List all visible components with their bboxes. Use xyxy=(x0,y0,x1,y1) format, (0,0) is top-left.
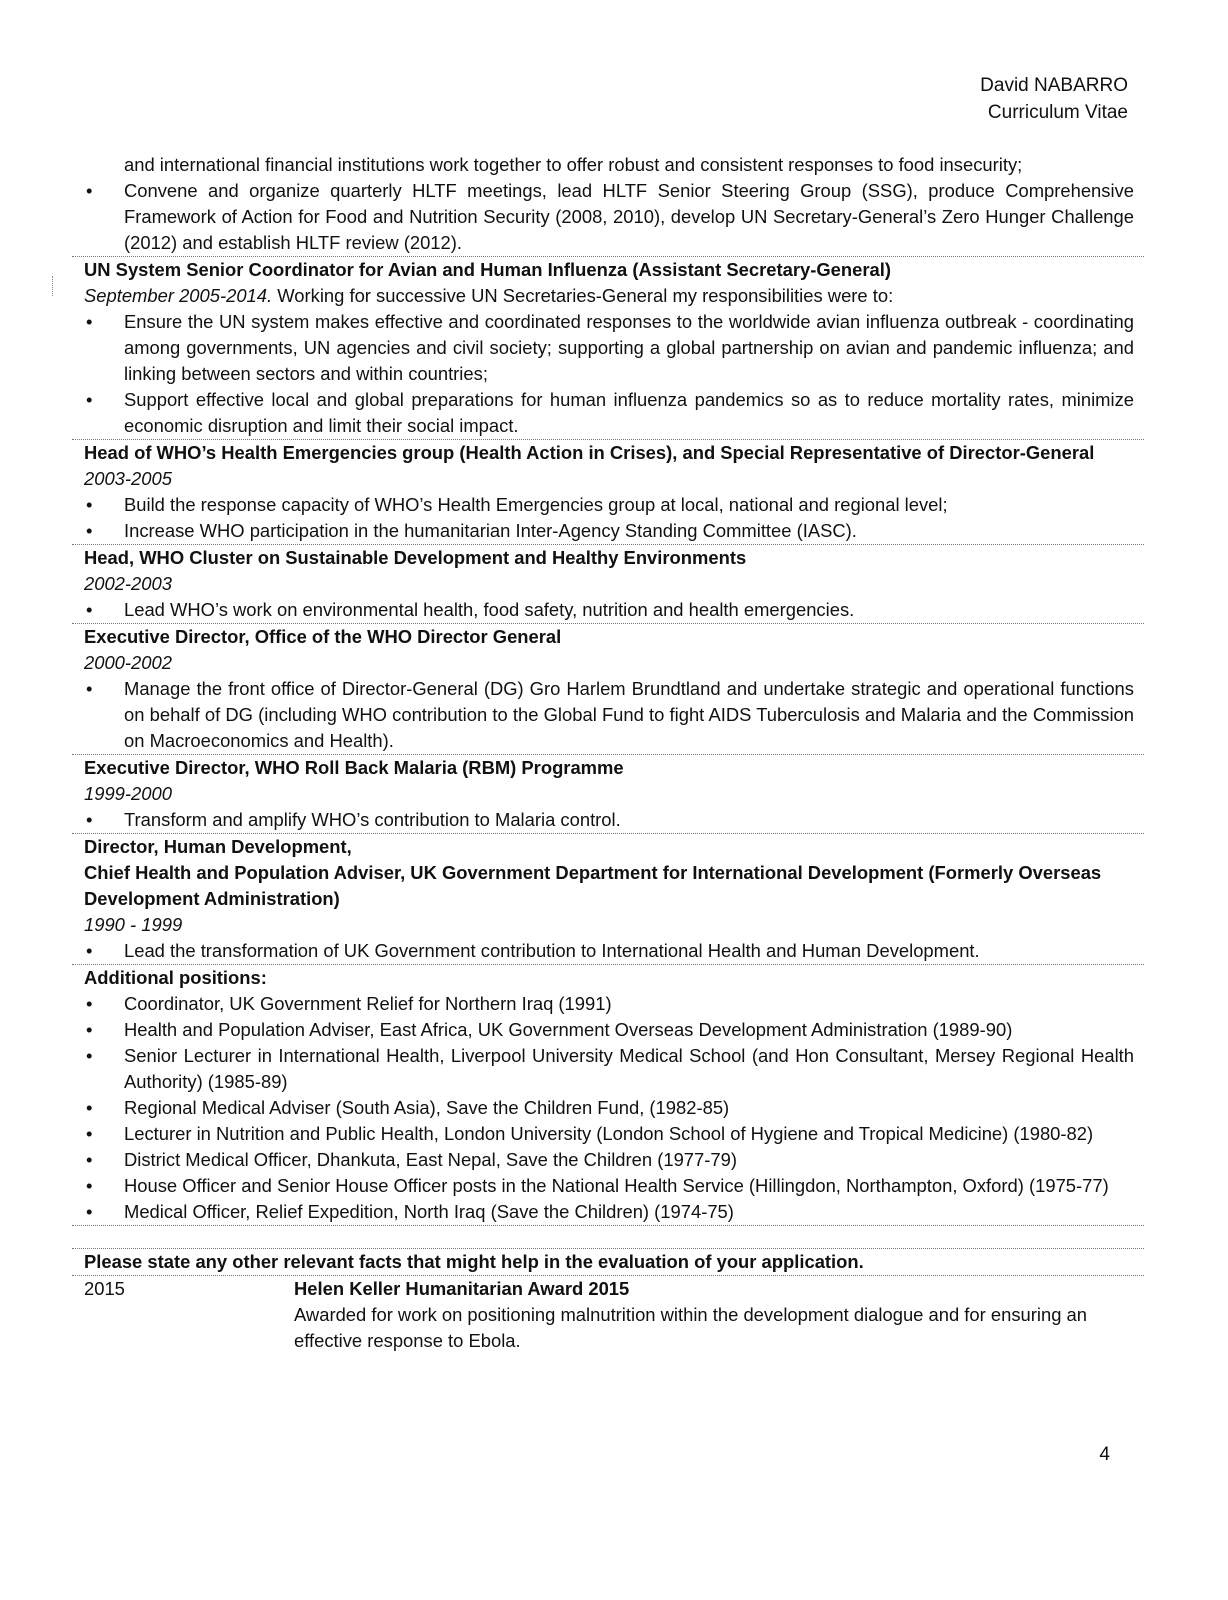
section-bullets xyxy=(84,938,1144,964)
section-bullets xyxy=(84,597,1144,623)
bullet-icon: • xyxy=(86,993,93,1014)
list-item: • Increase WHO participation in the humanitarian Inter-Agency Standing Committee (IASC). xyxy=(84,518,1144,544)
section-date: 2003-2005 xyxy=(84,468,172,489)
cv-section-additional-positions xyxy=(72,964,1144,1225)
bullet-icon: • xyxy=(86,311,93,332)
section-title: Executive Director, WHO Roll Back Malaria (RBM) Programme xyxy=(84,757,624,778)
section-title: Director, Human Development, xyxy=(84,836,352,857)
list-item: • Convene and organize quarterly HLTF meetings, lead HLTF Senior Steering Group (SSG), produce Comprehensive Framework of Action for Food and Nutrition Security (2008, 2010), develop UN Secretary-General’s Zero Hunger Challenge (2012) and establish HLTF review (2012). xyxy=(86,180,1134,253)
award-description: Awarded for work on positioning malnutrition within the development dialogue and for ensuring an effective response to Ebola. xyxy=(294,1304,1087,1351)
list-item: • Lead WHO’s work on environmental health, food safety, nutrition and health emergencies. xyxy=(84,597,1144,623)
bullet-icon: • xyxy=(86,809,93,830)
section-divider xyxy=(72,1225,1144,1248)
bullet-icon: • xyxy=(86,940,93,961)
bullet-icon: • xyxy=(86,1097,93,1118)
list-item: • Medical Officer, Relief Expedition, North Iraq (Save the Children) (1974-75) xyxy=(84,1199,1144,1225)
cv-section-other-facts xyxy=(72,1248,1144,1275)
section-title: Executive Director, Office of the WHO Director General xyxy=(84,626,562,647)
bullet-icon: • xyxy=(86,494,93,515)
header-doc-title: Curriculum Vitae xyxy=(987,102,1128,123)
bullet-icon: • xyxy=(86,520,93,541)
section-bullets xyxy=(84,309,1144,439)
list-item: • Regional Medical Adviser (South Asia), Save the Children Fund, (1982-85) xyxy=(84,1095,1144,1121)
section-title: UN System Senior Coordinator for Avian and Human Influenza (Assistant Secretary-General) xyxy=(84,259,891,280)
list-item: • Lead the transformation of UK Government contribution to International Health and Human Development. xyxy=(84,938,1144,964)
bullet-icon: • xyxy=(86,1045,93,1066)
list-item: • District Medical Officer, Dhankuta, East Nepal, Save the Children (1977-79) xyxy=(84,1147,1144,1173)
page-number: 4 xyxy=(1099,1444,1110,1465)
page-header xyxy=(980,72,1128,126)
cv-content xyxy=(72,152,1144,1354)
bullet-icon: • xyxy=(86,1019,93,1040)
section-title: Head of WHO’s Health Emergencies group (Health Action in Crises), and Special Representative of Director-General xyxy=(84,442,1095,463)
bullet-icon: • xyxy=(86,1149,93,1170)
award-entry xyxy=(72,1275,1144,1354)
section-title: Head, WHO Cluster on Sustainable Development and Healthy Environments xyxy=(84,547,747,568)
award-title: Helen Keller Humanitarian Award 2015 xyxy=(294,1278,630,1299)
list-item: • Manage the front office of Director-General (DG) Gro Harlem Brundtland and undertake strategic and operational functions on behalf of DG (including WHO contribution to the Global Fund to fight AIDS Tuberculosis and Malaria and the Commission on Macroeconomics and Health). xyxy=(86,678,1134,751)
section-bullets xyxy=(84,807,1144,833)
list-item: • Senior Lecturer in International Health, Liverpool University Medical School (and Hon Consultant, Mersey Regional Health Authority) (1985-89) xyxy=(86,1045,1134,1092)
section-desc: Working for successive UN Secretaries-General my responsibilities were to: xyxy=(272,285,894,306)
cv-section-dg-office xyxy=(72,623,1144,754)
section-date: September 2005-2014. xyxy=(84,285,273,306)
section-date: 1990 - 1999 xyxy=(84,914,183,935)
intro-lead: and international financial institutions work together to offer robust and consistent responses to food insecurity; xyxy=(124,154,1023,175)
bullet-icon: • xyxy=(86,180,93,201)
award-body xyxy=(294,1276,1144,1354)
cv-section-sustainable-development xyxy=(72,544,1144,623)
cv-section-dfid xyxy=(72,833,1144,964)
cv-section-health-emergencies xyxy=(72,439,1144,544)
award-year: 2015 xyxy=(84,1278,125,1299)
bullet-icon: • xyxy=(86,599,93,620)
section-bullets xyxy=(84,991,1144,1225)
list-item: • Health and Population Adviser, East Africa, UK Government Overseas Development Administration (1989-90) xyxy=(84,1017,1144,1043)
section-date: 2002-2003 xyxy=(84,573,172,594)
section-date: 2000-2002 xyxy=(84,652,172,673)
bullet-icon: • xyxy=(86,1123,93,1144)
section-date: 1999-2000 xyxy=(84,783,172,804)
bullet-icon: • xyxy=(86,389,93,410)
list-item: • Coordinator, UK Government Relief for Northern Iraq (1991) xyxy=(84,991,1144,1017)
list-item: • Transform and amplify WHO’s contribution to Malaria control. xyxy=(84,807,1144,833)
section-bullets xyxy=(84,676,1144,754)
section-title-2: Chief Health and Population Adviser, UK Government Department for International Development (Formerly Overseas Development Administration) xyxy=(84,862,1102,909)
section-title: Additional positions: xyxy=(84,967,267,988)
intro-bullets xyxy=(72,178,1144,256)
bullet-icon: • xyxy=(86,1175,93,1196)
header-name: David NABARRO xyxy=(980,75,1128,96)
list-item: • Support effective local and global preparations for human influenza pandemics so as to reduce mortality rates, minimize economic disruption and limit their social impact. xyxy=(86,389,1134,436)
list-item: • House Officer and Senior House Officer posts in the National Health Service (Hillingdon, Northampton, Oxford) (1975-77) xyxy=(84,1173,1144,1199)
section-date-line xyxy=(84,283,1144,309)
list-item: • Ensure the UN system makes effective and coordinated responses to the worldwide avian influenza outbreak - coordinating among governments, UN agencies and civil society; supporting a global partnership on avian and pandemic influenza; and linking between sectors and within countries; xyxy=(86,311,1134,384)
list-item: • Build the response capacity of WHO’s Health Emergencies group at local, national and regional level; xyxy=(84,492,1144,518)
section-bullets xyxy=(84,492,1144,544)
facts-heading: Please state any other relevant facts that might help in the evaluation of your application. xyxy=(84,1251,864,1272)
margin-mark xyxy=(52,276,53,296)
award-row xyxy=(84,1276,1144,1354)
list-item: • Lecturer in Nutrition and Public Health, London University (London School of Hygiene and Tropical Medicine) (1980-82) xyxy=(84,1121,1144,1147)
bullet-icon: • xyxy=(86,678,93,699)
bullet-icon: • xyxy=(86,1201,93,1222)
cv-section-avian-influenza xyxy=(72,256,1144,439)
cv-section-roll-back-malaria xyxy=(72,754,1144,833)
